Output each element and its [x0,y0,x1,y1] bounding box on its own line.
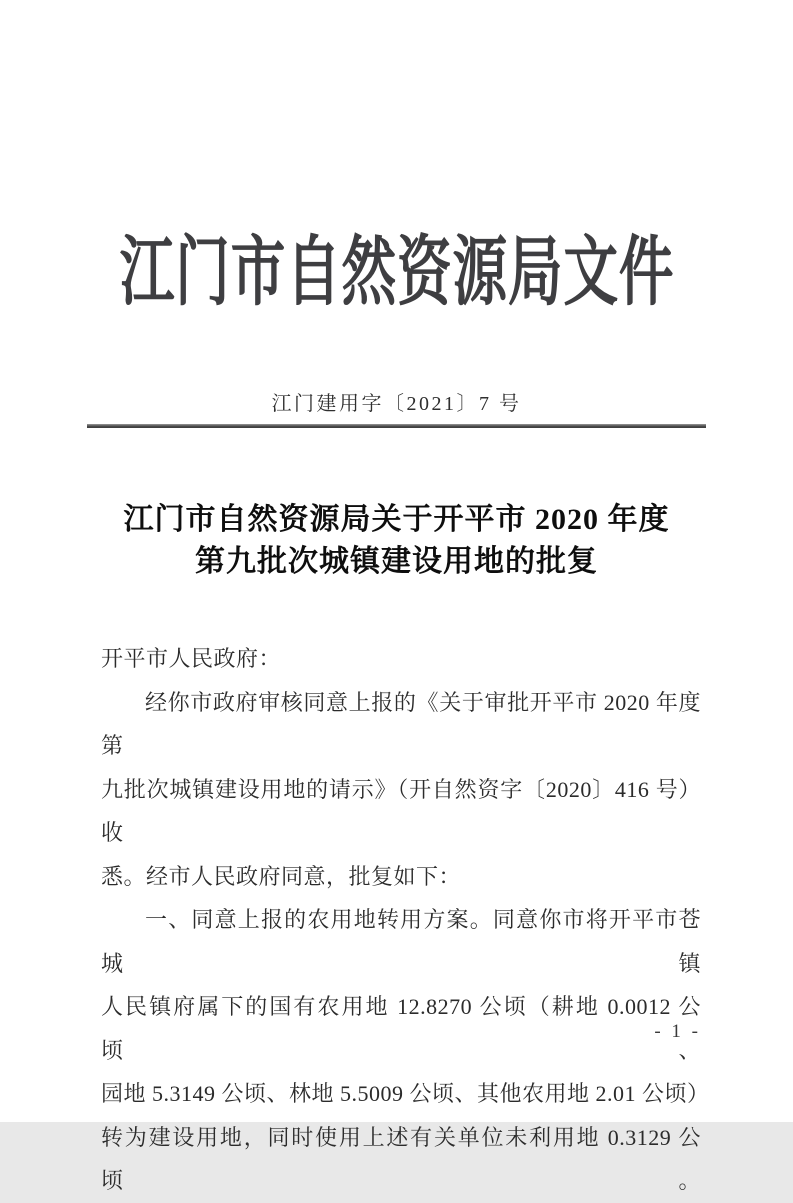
document-title [0,499,793,583]
agency-masthead-text: 江门市自然资源局文件 [119,231,674,315]
paragraph-2-line-2: 人民镇府属下的国有农用地 12.8270 公顷（耕地 0.0012 公顷、 [101,994,701,1063]
paragraph-2-line-4: 转为建设用地，同时使用上述有关单位未利用地 0.3129 公顷。 [101,1124,701,1193]
paragraph-1-line-1: 经你市政府审核同意上报的《关于审批开平市 2020 年度第 [101,689,701,758]
paragraph-2-line-3: 园地 5.3149 公顷、林地 5.5009 公顷、其他农用地 2.01 公顷） [101,1081,710,1106]
paragraph-2-line-1: 一、同意上报的农用地转用方案。同意你市将开平市苍城镇 [101,907,701,976]
document-title-line2: 第九批次城镇建设用地的批复 [195,545,598,578]
document-body [101,637,710,1203]
page-number: - 1 - [654,1021,701,1042]
document-title-line1: 江门市自然资源局关于开平市 2020 年度 [123,503,670,536]
paragraph-1-line-3: 悉。经市人民政府同意，批复如下： [101,863,462,889]
document-reference-number: 江门建用字〔2021〕7 号 [271,393,522,415]
agency-masthead [0,228,793,318]
divider-rule [87,424,706,428]
paragraph-1-line-2: 九批次城镇建设用地的请示》（开自然资字〔2020〕416 号）收 [101,776,701,845]
salutation: 开平市人民政府： [101,646,282,671]
